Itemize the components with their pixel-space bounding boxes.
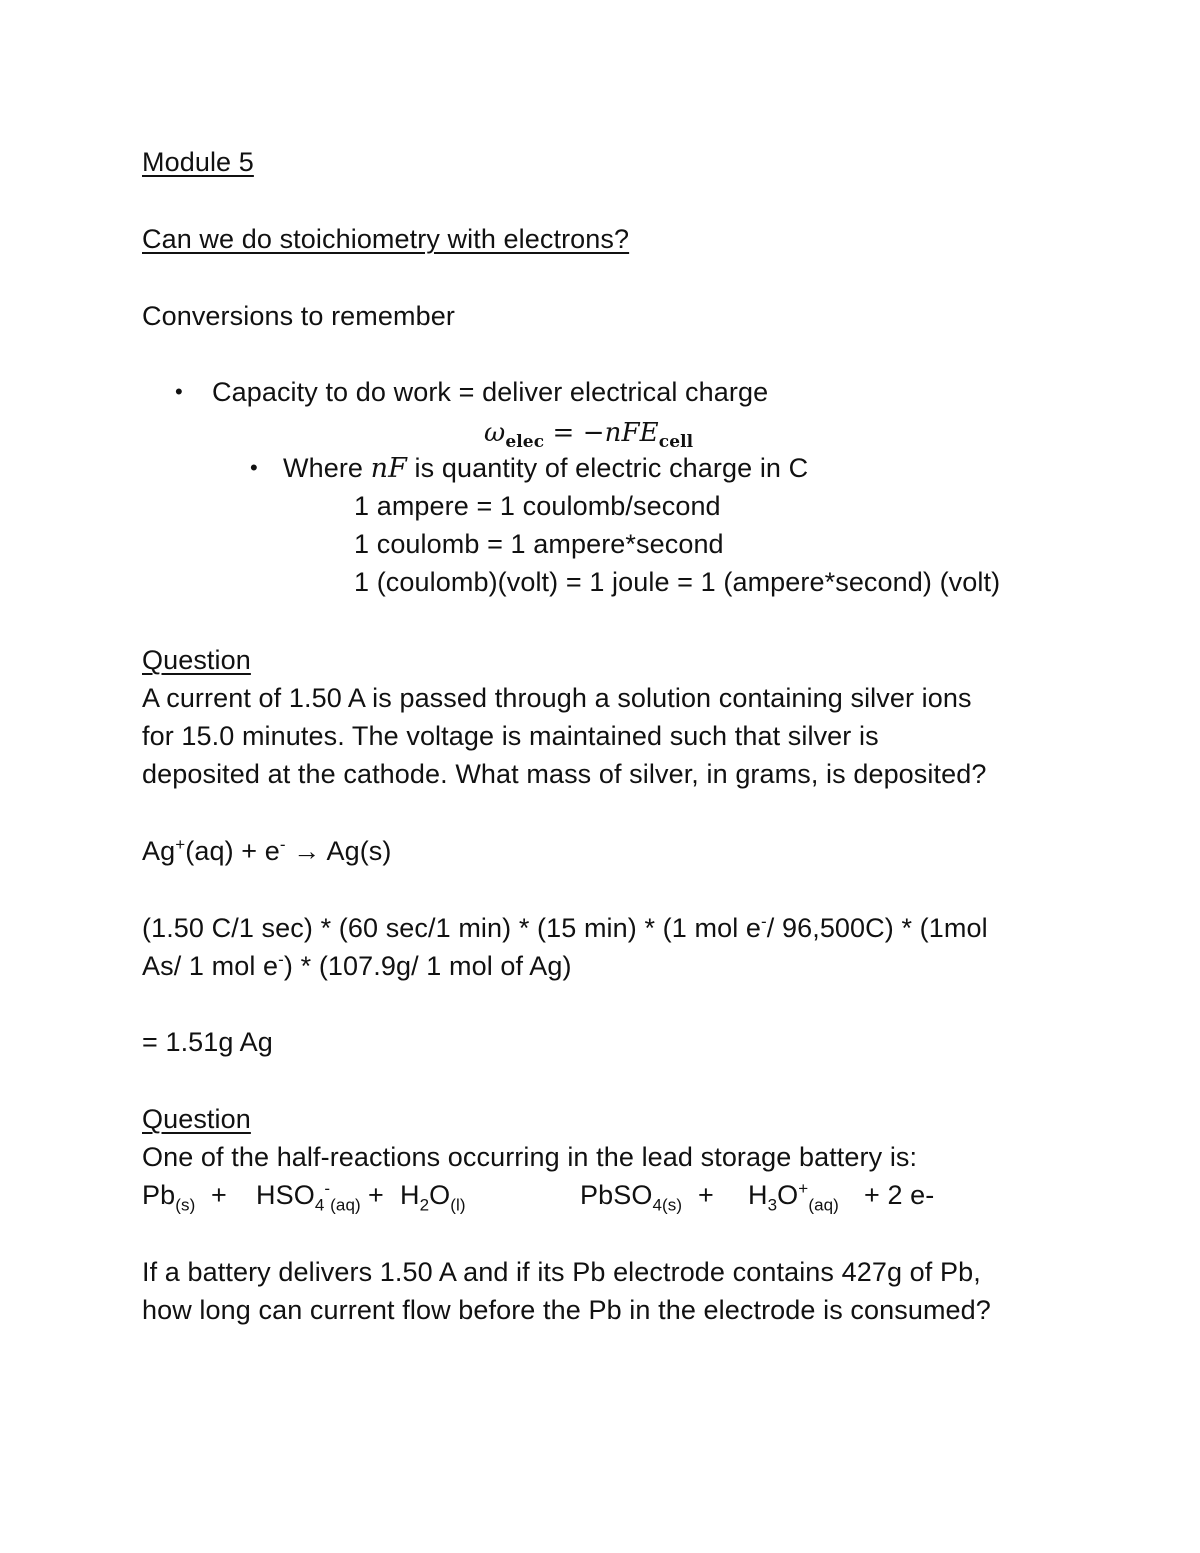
- pb-reactant: [142, 1176, 195, 1214]
- conversion-line-1: 1 ampere = 1 coulomb/second: [354, 491, 721, 521]
- question-2-line-1: If a battery delivers 1.50 A and if its Pb electrode contains 427g of Pb,: [142, 1257, 981, 1287]
- hso4-state: (aq): [330, 1195, 361, 1215]
- h3o-3: 3: [767, 1195, 778, 1215]
- h3o-charge: +: [798, 1179, 809, 1198]
- question-1-line-1: A current of 1.50 A is passed through a solution containing silver ions: [142, 683, 972, 713]
- calc-1-sup: -: [761, 912, 767, 931]
- nf-symbol: nF: [370, 453, 407, 484]
- bullet-dot-1: •: [175, 379, 183, 404]
- ag-product: Ag(s): [326, 836, 392, 866]
- pb-symbol: Pb: [142, 1180, 176, 1210]
- h2o-o: O: [429, 1180, 451, 1210]
- pbso4-product: [580, 1176, 682, 1214]
- h2o-reactant: [400, 1176, 466, 1214]
- pbso4-symbol: PbSO: [580, 1180, 653, 1210]
- question-1-line-3: deposited at the cathode. What mass of silver, in grams, is deposited?: [142, 759, 987, 789]
- module-title: Module 5: [142, 147, 254, 177]
- omega-symbol: ω: [484, 418, 506, 448]
- h3o-state: (aq): [808, 1195, 839, 1215]
- h3o-product: [748, 1176, 839, 1214]
- equation-rhs: = −: [552, 418, 605, 448]
- where-pre: Where: [283, 453, 371, 483]
- h2o-2: 2: [419, 1195, 430, 1215]
- omega-subscript: elec: [505, 432, 545, 453]
- nfe-term: nFE: [604, 418, 659, 448]
- question-1-line-2: for 15.0 minutes. The voltage is maintained such that silver is: [142, 721, 879, 751]
- calc-2b: ) * (107.9g/ 1 mol of Ag): [283, 951, 572, 981]
- question-2-label: Question: [142, 1104, 251, 1134]
- ag-reactant: Ag: [142, 836, 176, 866]
- plus-2: +: [368, 1180, 384, 1210]
- plus-1: +: [211, 1180, 227, 1210]
- hso4-charge: -: [324, 1179, 331, 1198]
- h3o-o: O: [777, 1180, 799, 1210]
- silver-reaction: [142, 832, 391, 870]
- calc-2a: As/ 1 mol e: [142, 951, 279, 981]
- cell-subscript: cell: [658, 432, 694, 453]
- calc-1b: / 96,500C) * (1mol: [766, 913, 988, 943]
- question-2-line-2: how long can current flow before the Pb in the electrode is consumed?: [142, 1295, 991, 1325]
- calc-1a: (1.50 C/1 sec) * (60 sec/1 min) * (15 min) * (1 mol e: [142, 913, 762, 943]
- where-post: is quantity of electric charge in C: [406, 453, 809, 483]
- calculation-line-1: [142, 909, 988, 947]
- conversions-heading: Conversions to remember: [142, 301, 455, 331]
- calc-2-sup: -: [278, 950, 284, 969]
- bullet-capacity: Capacity to do work = deliver electrical charge: [212, 377, 769, 407]
- section-title: Can we do stoichiometry with electrons?: [142, 224, 630, 254]
- hso4-reactant: [256, 1176, 361, 1214]
- ag-charge: +: [175, 835, 186, 854]
- plus-3: +: [698, 1180, 714, 1210]
- calculation-result: = 1.51g Ag: [142, 1027, 273, 1057]
- hso4-sub: 4: [314, 1195, 325, 1215]
- hso4-symbol: HSO: [256, 1180, 315, 1210]
- question-2-intro: One of the half-reactions occurring in the lead storage battery is:: [142, 1142, 918, 1172]
- work-equation: [484, 414, 693, 452]
- conversion-line-3: 1 (coulomb)(volt) = 1 joule = 1 (ampere*second) (volt): [354, 567, 1001, 597]
- pbso4-state: 4(s): [652, 1195, 683, 1215]
- bullet-dot-2: •: [250, 455, 258, 480]
- pb-state: (s): [175, 1195, 196, 1215]
- electrons-product: + 2 e-: [864, 1180, 935, 1210]
- h2o-state: (l): [450, 1195, 466, 1215]
- calculation-line-2: [142, 947, 572, 985]
- conversion-line-2: 1 coulomb = 1 ampere*second: [354, 529, 724, 559]
- question-1-label: Question: [142, 645, 251, 675]
- reaction-arrow: →: [285, 836, 327, 866]
- electron-charge: -: [279, 835, 286, 854]
- reaction-middle: (aq) + e: [185, 836, 280, 866]
- h2o-h: H: [400, 1180, 420, 1210]
- h3o-h: H: [748, 1180, 768, 1210]
- bullet-where: [283, 449, 808, 488]
